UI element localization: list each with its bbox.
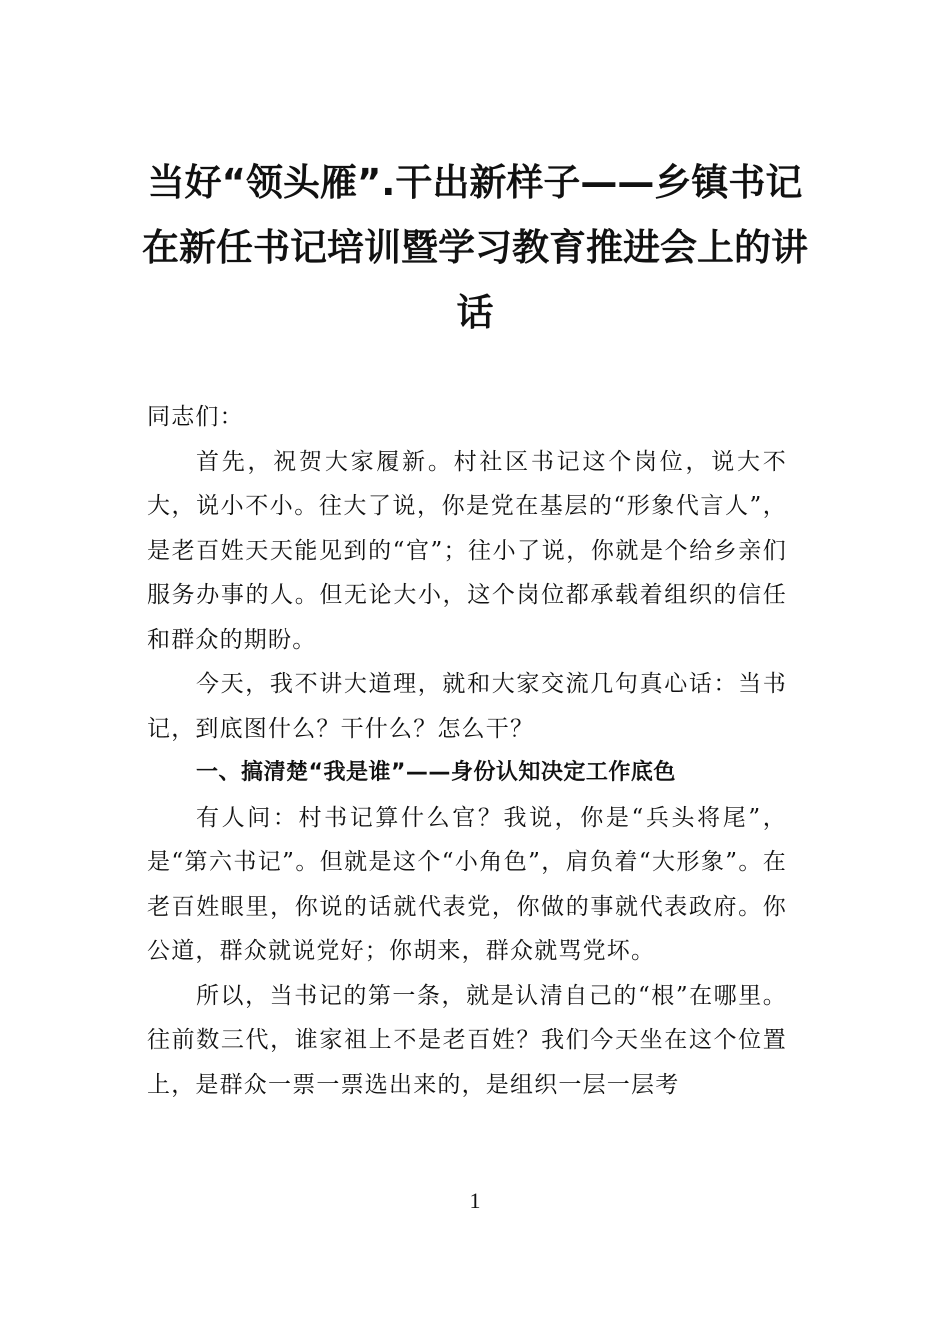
title-line-2: 在新任书记培训暨学习教育推进会上的讲 [142, 226, 808, 269]
paragraph-2: 今天，我不讲大道理，就和大家交流几句真心话：当书记，到底图什么？干什么？怎么干？ [147, 671, 787, 742]
title-line-3: 话 [456, 291, 494, 334]
section-paragraph-1: 有人问：村书记算什么官？我说，你是“兵头将尾”，是“第六书记”。但就是这个“小角色”，肩负着“大形象”。在老百姓眼里，你说的话就代表党，你做的事就代表政府。你公道，群众就说党好；你胡来，群众就骂党坏。 [147, 804, 787, 964]
paragraph-1: 首先，祝贺大家履新。村社区书记这个岗位，说大不大，说小不小。往大了说，你是党在基层的“形象代言人”，是老百姓天天能见到的“官”；往小了说，你就是个给乡亲们服务办事的人。但无论大小，这个岗位都承载着组织的信任和群众的期盼。 [147, 448, 787, 653]
page-number: 1 [469, 1188, 481, 1213]
section-paragraph-2: 所以，当书记的第一条，就是认清自己的“根”在哪里。往前数三代，谁家祖上不是老百姓？我们今天坐在这个位置上，是群众一票一票选出来的，是组织一层一层考 [147, 982, 787, 1098]
document-body [147, 395, 787, 1107]
salutation: 同志们： [147, 404, 244, 430]
title-line-1: 当好“领头雁”.干出新样子——乡镇书记 [147, 161, 803, 204]
section-heading: 一、搞清楚“我是谁”——身份认知决定工作底色 [196, 760, 676, 785]
document-title [140, 150, 810, 345]
